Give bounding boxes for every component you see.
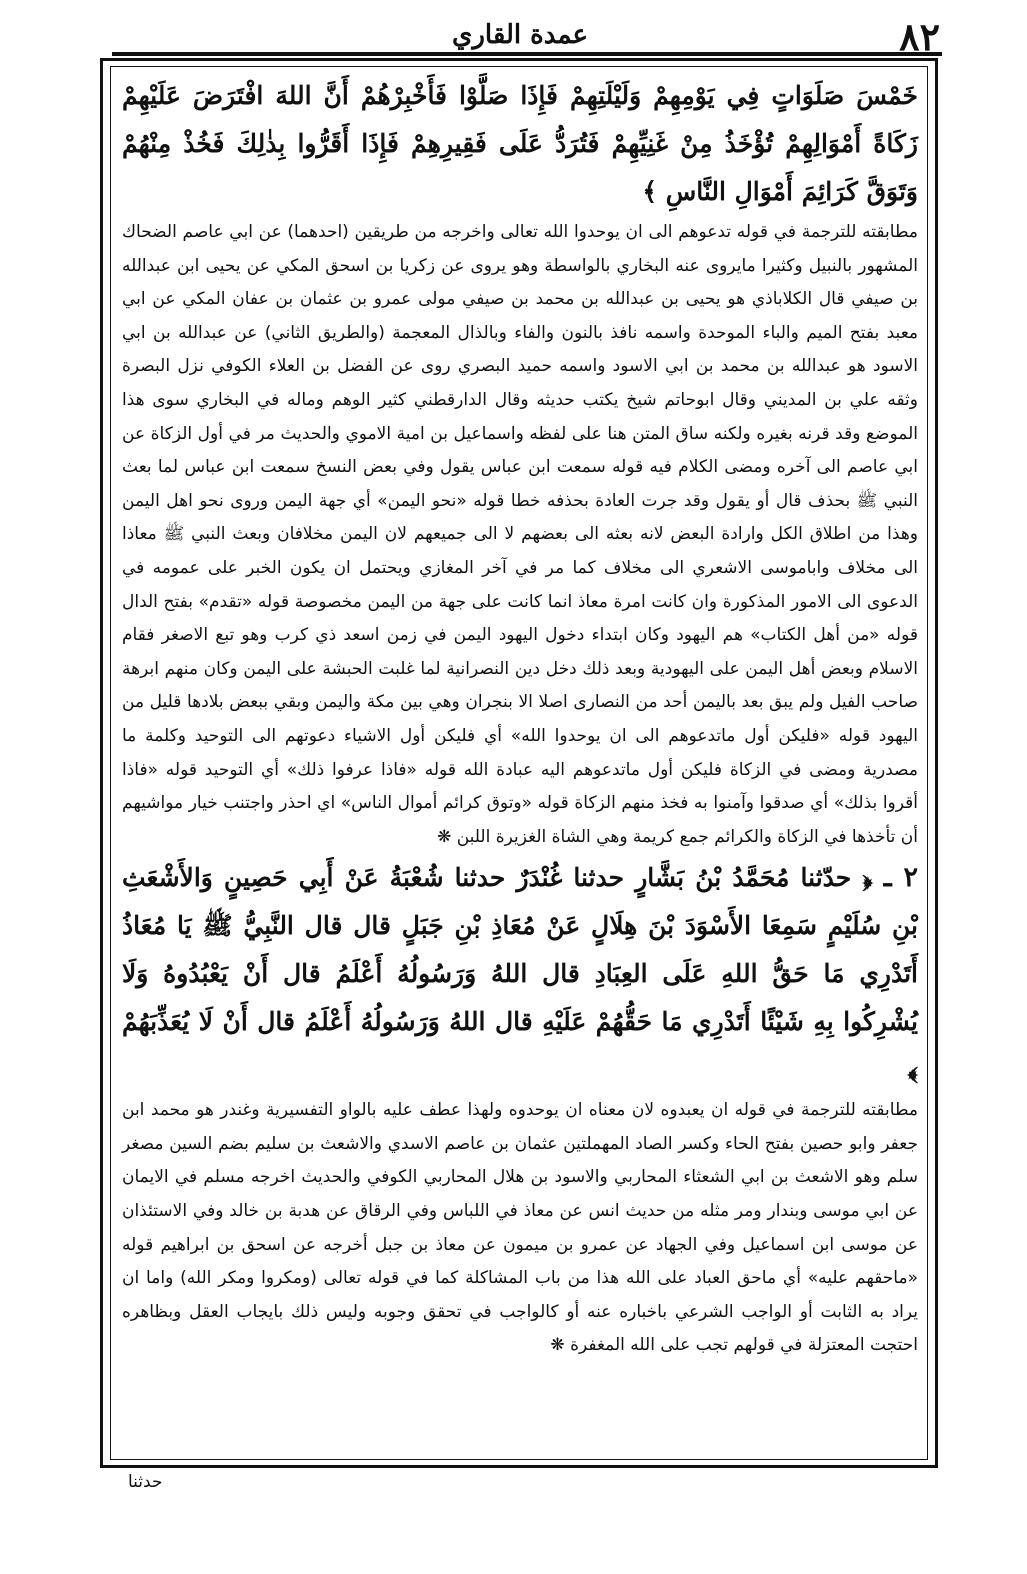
hadith-text-continued: خَمْسَ صَلَوَاتٍ فِي يَوْمِهِمْ وَلَيْلَتِهِمْ فَإِذَا صَلَّوْا فَأَخْبِرْهُمْ أَنَّ اللهَ افْتَرَضَ عَلَيْهِمْ زَكَاةً أَمْوَالِهِمْ تُؤْخَذُ مِنْ غَنِيِّهِمْ فَتُرَدُّ عَلَى فَقِيرِهِمْ فَإِذَا أَقَرُّوا بِذٰلِكَ فَخُذْ مِنْهُمْ وَتَوَقَّ كَرَائِمَ أَمْوَالِ النَّاسِ ﴾ [122, 81, 918, 206]
commentary-1: مطابقته للترجمة في قوله تدعوهم الى ان يوحدوا الله تعالى واخرجه من طريقين (احدهما) عن ابي عاصم الضحاك المشهور بالنبيل وكثيرا مايروى عنه البخاري بالواسطة وهو يروى عن زكريا بن اسحق المكي عن يحيى ابن عبدالله بن صيفي قال الكلاباذي هو يحيى بن عبدالله بن محمد بن صيفي مولى عمرو بن عثمان بن عفان المكي عن ابي معبد بفتح الميم والباء الموحدة واسمه نافذ بالنون والفاء وبالذال المعجمة (والطريق الثاني) عن عبدالله بن ابي الاسود هو عبدالله بن محمد بن ابي الاسود واسمه حميد البصري روى عن الفضل بن العلاء الكوفي نزل البصرة وثقه علي بن المديني وقال ابوحاتم شيخ يكتب حديثه وقال الدارقطني كثير الوهم وماله في البخاري سوى هذا الموضع وقد قرنه بغيره ولكنه ساق المتن هنا على لفظه واسماعيل بن امية الاموي والحديث مر في أول الزكاة عن ابي عاصم الى آخره ومضى الكلام فيه قوله سمعت ابن عباس يقول وفي بعض النسخ سمعت ابن عباس لما بعث النبي ﷺ بحذف قال أو يقول وقد جرت العادة بحذفه خطا قوله «نحو اليمن» أي جهة اليمن وروى نحو اهل اليمن وهذا من اطلاق الكل وارادة البعض لانه بعثه الى بعضهم لا الى جميعهم لان اليمن مخلافان وبعث النبي ﷺ معاذا الى مخلاف واباموسى الاشعري الى مخلاف كما مر في آخر المغازي ويحتمل ان يكون الخبر على عمومه في الدعوى الى الامور المذكورة وان كانت امرة معاذ انما كانت على جهة من اليمن مخصوصة قوله «تقدم» بفتح الدال قوله «من أهل الكتاب» هم اليهود وكان ابتداء دخول اليهود اليمن في زمن اسعد ذي كرب وهو تبع الاصغر فقام الاسلام وبعض أهل اليمن على اليهودية وبعد ذلك دخل دين النصرانية لما غلبت الحبشة على اليمن وكان منهم ابرهة صاحب الفيل ولم يبق بعد باليمن أحد من النصارى اصلا الا بنجران وهي بين مكة واليمن وبقي ببعض بلادها قليل من اليهود قوله «فليكن أول ماتدعوهم الى ان يوحدوا الله» أي فليكن أول الاشياء دعوتهم الى التوحيد وكلمة ما مصدرية ومضى في الزكاة فليكن أول ماتدعوهم اليه عبادة الله قوله «فاذا عرفوا ذلك» أي التوحيد قوله «فاذا أقروا بذلك» أي صدقوا وآمنوا به فخذ منهم الزكاة قوله «وتوق كرائم أموال الناس» اي احذر واجتنب خيار مواشيهم أن تأخذها في الزكاة والكرائم جمع كريمة وهي الشاة الغزيرة اللبن ❋ [122, 222, 918, 847]
catchword: حدثنا [128, 1472, 163, 1492]
haddathana-label: حدّثنا [800, 863, 852, 893]
hadith-2-text: مُحَمَّدُ بْنُ بَشَّارٍ حدثنا غُنْدَرٌ حدثنا شُعْبَةُ عَنْ أَبِي حَصِينٍ وَالأَشْعَثِ بْنِ سُلَيْمٍ سَمِعَا الأَسْوَدَ بْنَ هِلَالٍ عَنْ مُعَاذِ بْنِ جَبَلٍ قال قال النَّبِيُّ ﷺ يَا مُعَاذُ أَتَدْرِي مَا حَقُّ اللهِ عَلَى العِبَادِ قال اللهُ وَرَسُولُهُ أَعْلَمُ قال أَنْ يَعْبُدُوهُ وَلَا يُشْرِكُوا بِهِ شَيْئًا أَتَدْرِي مَا حَقُّهُمْ عَلَيْهِ قال اللهُ وَرَسُولُهُ أَعْلَمُ قال أَنْ لَا يُعَذِّبَهُمْ ﴾ [122, 863, 918, 1085]
header-rule [112, 52, 942, 56]
commentary-2: مطابقته للترجمة في قوله ان يعبدوه لان معناه ان يوحدوه ولهذا عطف عليه بالواو التفسيرية وغندر هو محمد ابن جعفر وابو حصين بفتح الحاء وكسر الصاد المهملتين عثمان بن عاصم الاسدي والاشعث بن سليم بضم السين مصغر سلم وهو الاشعث بن ابي الشعثاء المحاربي والاسود بن هلال المحاربي الكوفي والحديث اخرجه مسلم في الايمان عن ابي موسى وبندار ومر مثله من حديث انس عن معاذ في اللباس وفي الرقاق عن هدبة بن خالد وفي الاستئذان عن موسى ابن اسماعيل وفي الجهاد عن عمرو بن ميمون عن معاذ بن جبل أخرجه عن اسحق بن ابراهيم قوله «ماحقهم عليه» أي ماحق العباد على الله هذا من باب المشاكلة كما في قوله تعالى (ومكروا ومكر الله) واما ان يراد به الثابت أو الواجب الشرعي باخباره عنه أو كالواجب في تحقق وجوبه وليس ذلك بايجاب العقل وبظاهره احتجت المعتزلة في قولهم تجب على الله المغفرة ❋ [122, 1100, 918, 1356]
running-title: عمدة القاري [452, 20, 588, 50]
page-body [122, 72, 918, 1363]
page-number: ٨٢ [899, 14, 940, 59]
hadith-2 [122, 854, 918, 1094]
hadith-number: ٢ ـ [883, 862, 918, 894]
opening-bracket: ﴿ [862, 863, 873, 893]
